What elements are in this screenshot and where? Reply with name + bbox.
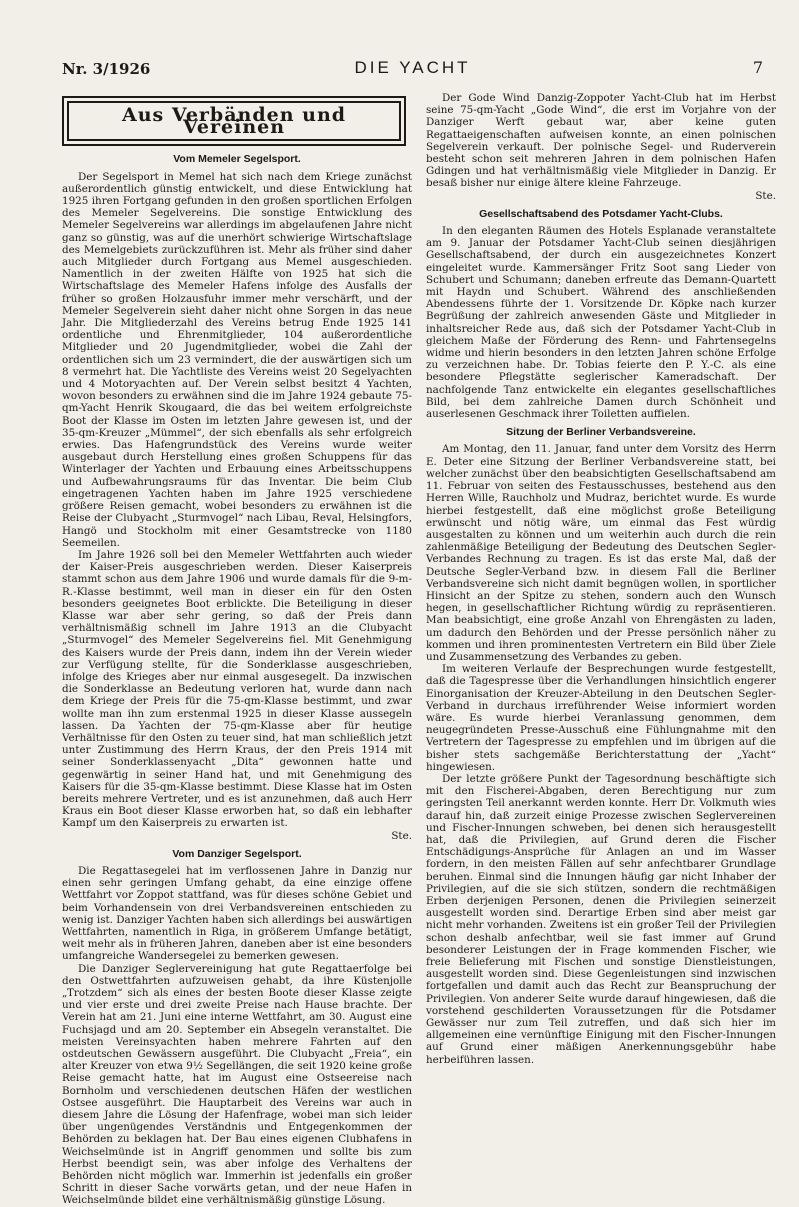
article-title: Gesellschaftsabend des Potsdamer Yacht-Clubs.: [479, 207, 723, 220]
issue-number: Nr. 3/1926: [62, 60, 151, 78]
signature: Ste.: [391, 829, 412, 842]
paragraph: Der Gode Wind Danzig-Zoppoter Yacht-Club hat im Herbst seine 75-qm-Yacht „Gode Wind“, die erst im Vorjahre von der Danziger Werft gebaut war, aber keine guten Regattaeigenschaften aufweisen konnte, an einen polnischen Segelverein verkauft. Der polnische Segel- und Ruderverein besteht schon seit mehreren Jahren in dem polnischen Hafen Gdingen und hat verhältnismäßig viele Mitglieder in Danzig. Er besaß bisher nur einige ältere kleine Fahrzeuge.: [426, 92, 776, 190]
paragraph: Im weiteren Verlaufe der Besprechungen wurde festgestellt, daß die Tagespresse über die Verhandlungen hinsichtlich engerer Einorganisation der Kreuzer-Abteilung in den Deutschen Segler-Verband in durchaus irreführender Weise informiert worden wäre. Es wurde hierbei Veranlassung genommen, dem neugegründeten Presse-Ausschuß eine Fühlungnahme mit den Vertretern der Tagespresse zu empfehlen und im übrigen auf die bisher stets sachgemäße Berichterstattung der „Yacht“ hingewiesen.: [426, 663, 776, 773]
article-title: Vom Memeler Segelsport.: [173, 153, 301, 166]
right-column: [426, 92, 776, 1066]
article-title: Sitzung der Berliner Verbandsvereine.: [506, 426, 696, 439]
paragraph: Die Danziger Seglervereinigung hat gute Regattaerfolge bei den Ostwettfahrten aufzuweisen gehabt, da ihre Küstenjolle „Trotzdem“ sich als eines der besten Boote dieser Klasse zeigte und vier erste und drei zweite Preise nach Hause brachte. Der Verein hat am 21. Juni eine interne Wettfahrt, am 30. August eine Fuchsjagd und am 20. September ein Absegeln veranstaltet. Die meisten Vereinsyachten haben mehrere Fahrten auf den ostdeutschen Gewässern ausgeführt. Die Clubyacht „Freia“, ein alter Kreuzer von etwa 9½ Segellängen, die seit 1920 keine große Reise gemacht hatte, hat im August eine Ostseereise nach Bornholm und verschiedenen deutschen Häfen der westlichen Ostsee ausgeführt. Die Hauptarbeit des Vereins war auch in diesem Jahre die Lösung der Hafenfrage, wobei man sich leider über ungenügendes Verständnis und Entgegenkommen der Behörden zu beklagen hat. Der Bau eines eigenen Clubhafens in Weichselmünde ist in Angriff genommen und sollte bis zum Herbst beendigt sein, was aber infolge des Verhaltens der Behörden nicht möglich war. Immerhin ist jedenfalls ein großer Schritt in dieser Sache vorwärts getan, und der neue Hafen in Weichselmünde bildet eine verhältnismäßig günstige Lösung.: [62, 962, 412, 1207]
section-title-box: [62, 96, 406, 146]
signature: Ste.: [755, 189, 776, 202]
paragraph: Am Montag, den 11. Januar, fand unter dem Vorsitz des Herrn E. Deter eine Sitzung der Berliner Verbandsvereine statt, bei welcher zunächst über den beabsichtigten Gesellschaftsabend am 11. Februar von seiten des Festausschusses, bestehend aus den Herren Wille, Rauchholz und Mudraz, berichtet wurde. Es wurde hierbei festgestellt, daß eine möglichst große Beteiligung erwünscht und nötig wäre, um einmal das Fest würdig ausgestalten zu können und um weiterhin auch durch die rein zahlenmäßige Beteiligung der Bedeutung des Deutschen Segler-Verbandes Rechnung zu tragen. Es ist das erste Mal, daß der Deutsche Segler-Verband bzw. in diesem Fall die Berliner Verbandsvereine sich nicht damit begnügen wollen, in sportlicher Hinsicht an der Spitze zu stehen, sondern auch den Wunsch hegen, in gesellschaftlicher Richtung würdig zu repräsentieren. Man beabsichtigt, eine große Anzahl von Ehrengästen zu laden, um dadurch den Behörden und der Presse persönlich näher zu kommen und ihren prominentesten Vertretern ein Bild über Ziele und Zusammensetzung des Verbandes zu geben.: [426, 443, 776, 663]
paragraph: In den eleganten Räumen des Hotels Esplanade veranstaltete am 9. Januar der Potsdamer Yacht-Club seinen diesjährigen Gesellschaftsabend, der durch ein ausgezeichnetes Konzert eingeleitet wurde. Kammersänger Fritz Soot sang Lieder von Schubert und Schumann; daneben erfreute das Demann-Quartett mit Haydn und Schubert. Während des anschließenden Abendessens führte der 1. Vorsitzende Dr. Köpke nach kurzer Begrüßung der zahlreich anwesenden Gäste und Mitglieder in inhaltsreicher Rede aus, daß sich der Potsdamer Yacht-Club in gleichem Maße der Förderung des Renn- und Fahrtensegelns widme und hierin besonders in den letzten Jahren schöne Erfolge zu verzeichnen habe. Dr. Tobias feierte den P. Y.-C. als eine besondere Pflegstätte seglerischer Kameradschaft. Der nachfolgende Tanz entwickelte ein elegantes gesellschaftliches Bild, bei dem zahlreiche Damen durch Schönheit und auserlesenen Geschmack ihrer Toiletten auffielen.: [426, 225, 776, 421]
paragraph: Die Regattasegelei hat im verflossenen Jahre in Danzig nur einen sehr geringen Umfang gehabt, da eine einzige offene Wettfahrt vor Zoppot stattfand, was für dieses schöne Gebiet und beim Vorhandensein von drei Verbandsvereinen entschieden zu wenig ist. Danziger Yachten haben sich allerdings bei auswärtigen Wettfahrten, namentlich in Riga, in größerem Umfange betätigt, weit mehr als in früheren Jahren, daneben aber ist eine besonders umfangreiche Wandersegelei zu bemerken gewesen.: [62, 864, 412, 963]
left-column: [62, 92, 412, 1207]
page-number: 7: [752, 58, 763, 77]
paragraph: Der letzte größere Punkt der Tagesordnung beschäftigte sich mit den Fischerei-Abgaben, deren Berechtigung nur zum geringsten Teil anerkannt werden konnte. Herr Dr. Volkmuth wies darauf hin, daß zurzeit einige Prozesse zwischen Seglervereinen und Fischer-Innungen schweben, bei denen sich herausgestellt hat, daß die Privilegien, auf Grund deren die Fischer Entschädigungs-Ansprüche für Anlagen an und im Wasser fordern, in den meisten Fällen auf sehr anfechtbarer Grundlage beruhen. Einmal sind die Innungen häufig gar nicht Inhaber der Privilegien, auf die sie sich stützen, sondern die rechtmäßigen Erben derjenigen Personen, denen die Privilegien seinerzeit ausgestellt worden sind. Derartige Erben sind aber meist gar nicht mehr vorhanden. Zweitens ist ein großer Teil der Privilegien schon deshalb anfechtbar, weil sie fast immer auf Grund besonderer Leistungen der in Frage kommenden Fischer, wie freie Belieferung mit Fischen und sonstige Dienstleistungen, ausgestellt worden sind. Diese Gegenleistungen sind inzwischen fortgefallen und damit auch das Recht zur Beanspruchung der Privilegien. Von anderer Seite wurde darauf hingewiesen, daß die vorstehend geschilderten Voraussetzungen für die Potsdamer Gewässer nur zum Teil zutreffen, und daß sich hier im allgemeinen eine vernünftige Einigung mit den Fischer-Innungen auf Grund einer mäßigen Anerkennungsgebühr habe herbeiführen lassen.: [426, 772, 776, 1066]
page-header: [62, 60, 763, 80]
section-title: Aus Verbänden und Vereinen: [67, 101, 401, 141]
journal-title: DIE YACHT: [354, 58, 471, 77]
paragraph: Der Segelsport in Memel hat sich nach dem Kriege zunächst außerordentlich günstig entwickelt, und diese Entwicklung hat 1925 ihren Fortgang gefunden in den großen sportlichen Erfolgen des Memeler Segelvereins. Die sonstige Entwicklung des Memeler Segelvereins war allerdings im abgelaufenen Jahre nicht ganz so günstig, was auf die unerhört schwierige Wirtschaftslage des Memelgebiets zurückzuführen ist. Mehr als früher sind daher auch Mitglieder durch Fortgang aus Memel ausgeschieden. Namentlich in der zweiten Hälfte von 1925 hat sich die Wirtschaftslage des Memeler Hafens infolge des Ausfalls der früher so großen Holzausfuhr immer mehr verschärft, und der Memeler Segelverein sieht daher nicht ohne Sorgen in das neue Jahr. Die Mitgliederzahl des Vereins betrug Ende 1925 141 ordentliche und Ehrenmitglieder, 104 außerordentliche Mitglieder und 20 Jugendmitglieder, wobei die Zahl der ordentlichen sich um 23 vermindert, die der auswärtigen sich um 8 vermehrt hat. Die Yachtliste des Vereins weist 20 Segelyachten und 4 Motoryachten auf. Der Verein selbst besitzt 4 Yachten, wovon besonders zu erwähnen sind die im Jahre 1924 gebaute 75-qm-Yacht Henrik Skougaard, die das bei weitem erfolgreichste Boot der Klasse im Osten im letzten Jahre gewesen ist, und der 35-qm-Kreuzer „Mümmel“, der sich ebenfalls als sehr erfolgreich erwies. Das Hafengrundstück des Vereins wurde weiter ausgebaut durch Herstellung eines großen Schuppens für das Winterlager der Yachten und Erbauung eines Arbeitsschuppens und Aufbewahrungsraums für das Inventar. Die beim Club eingetragenen Yachten haben im Jahre 1925 verschiedene größere Reisen gemacht, wobei besonders zu erwähnen ist die Reise der Clubyacht „Sturmvogel“ nach Libau, Reval, Helsingfors, Hangö und Stockholm mit einer Gesamtstrecke von 1180 Seemeilen.: [62, 170, 412, 549]
article-title: Vom Danziger Segelsport.: [172, 847, 302, 860]
paragraph: Im Jahre 1926 soll bei den Memeler Wettfahrten auch wieder der Kaiser-Preis ausgeschrieben werden. Dieser Kaiserpreis stammt schon aus dem Jahre 1906 und wurde damals für die 9-m-R.-Klasse bestimmt, weil man in dieser ein für den Osten besonders geeignetes Boot erblickte. Die Beteiligung in dieser Klasse war aber sehr gering, so daß der Preis dann verhältnismäßig schnell im Jahre 1913 an die Clubyacht „Sturmvogel“ des Memeler Segelvereins fiel. Mit Genehmigung des Kaisers wurde der Preis dann, indem ihn der Verein wieder zur Verfügung stellte, für die Sonderklasse ausgeschrieben, infolge des Krieges aber nur einmal ausgesegelt. Da inzwischen die Sonderklasse an Bedeutung verloren hat, wurde dann nach dem Kriege der Preis für die 75-qm-Klasse bestimmt, und zwar wollte man ihn zum erstenmal 1925 in dieser Klasse aussegeln lassen. Da Yachten der 75-qm-Klasse aber für heutige Verhältnisse für den Osten zu teuer sind, hat man schließlich jetzt unter Zustimmung des Herrn Kraus, der den Preis 1914 mit seiner Sonderklassenyacht „Dita“ gewonnen hatte und gegenwärtig in seiner Hand hat, und mit Genehmigung des Kaisers für die 35-qm-Klasse bestimmt. Diese Klasse hat im Osten bereits mehrere Vertreter, und es ist anzunehmen, daß auch Herr Kraus ein Boot dieser Klasse erworben hat, so daß ein lebhafter Kampf um den Kaiserpreis zu erwarten ist.: [62, 548, 412, 830]
